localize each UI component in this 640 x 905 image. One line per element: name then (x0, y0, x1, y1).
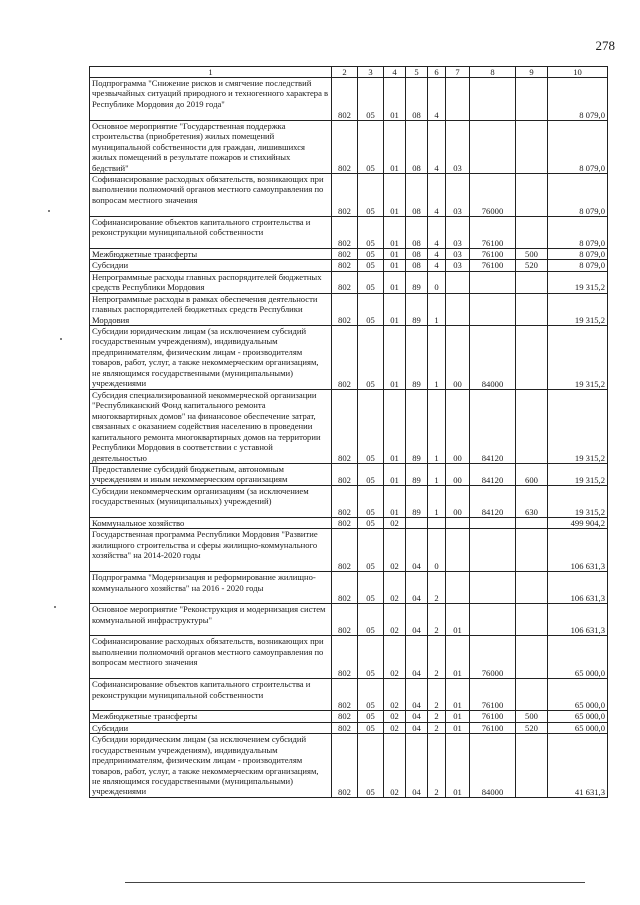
cell-c5 (406, 518, 428, 529)
cell-c3: 05 (358, 679, 384, 711)
row-name: Подпрограмма "Модернизация и реформирование жилищно-коммунального хозяйства" на 2016 - 2020 годы (90, 572, 332, 604)
cell-c10: 19 315,2 (548, 271, 608, 293)
table-row (90, 529, 608, 572)
cell-c10: 19 315,2 (548, 464, 608, 486)
cell-c8 (470, 572, 516, 604)
cell-c5: 89 (406, 464, 428, 486)
cell-c5: 04 (406, 711, 428, 722)
cell-c10: 106 631,3 (548, 604, 608, 636)
table-row (90, 390, 608, 464)
header-col-3: 3 (358, 67, 384, 78)
header-col-2: 2 (332, 67, 358, 78)
cell-c5: 89 (406, 271, 428, 293)
cell-c4: 01 (384, 293, 406, 325)
cell-c4: 01 (384, 486, 406, 518)
cell-c7: 00 (446, 464, 470, 486)
cell-c5: 04 (406, 636, 428, 679)
cell-c6: 2 (428, 734, 446, 798)
cell-c5: 08 (406, 249, 428, 260)
cell-c5: 04 (406, 572, 428, 604)
header-col-1: 1 (90, 67, 332, 78)
cell-c7: 03 (446, 121, 470, 174)
cell-c2: 802 (332, 217, 358, 249)
table-row (90, 464, 608, 486)
cell-c3: 05 (358, 78, 384, 121)
header-col-5: 5 (406, 67, 428, 78)
cell-c9 (516, 518, 548, 529)
cell-c4: 02 (384, 711, 406, 722)
cell-c7: 01 (446, 636, 470, 679)
cell-c10: 8 079,0 (548, 217, 608, 249)
cell-c9 (516, 529, 548, 572)
table-row (90, 121, 608, 174)
header-col-10: 10 (548, 67, 608, 78)
table-row (90, 679, 608, 711)
cell-c8: 76100 (470, 722, 516, 733)
cell-c5: 08 (406, 121, 428, 174)
table-row (90, 572, 608, 604)
cell-c3: 05 (358, 260, 384, 271)
cell-c4: 02 (384, 518, 406, 529)
cell-c7 (446, 572, 470, 604)
cell-c7 (446, 293, 470, 325)
row-name: Подпрограмма "Снижение рисков и смягчение последствий чрезвычайных ситуаций природного и техногенного характера в Республике Мордовия до 2019 года" (90, 78, 332, 121)
cell-c7: 00 (446, 486, 470, 518)
scan-speck (60, 338, 62, 340)
cell-c6: 4 (428, 174, 446, 217)
cell-c4: 01 (384, 271, 406, 293)
cell-c7: 03 (446, 249, 470, 260)
cell-c3: 05 (358, 217, 384, 249)
table-row (90, 293, 608, 325)
cell-c7 (446, 518, 470, 529)
cell-c10: 19 315,2 (548, 326, 608, 390)
row-name: Непрограммные расходы в рамках обеспечения деятельности главных распорядителей бюджетных средств Республики Мордовия (90, 293, 332, 325)
cell-c4: 02 (384, 722, 406, 733)
cell-c5: 89 (406, 293, 428, 325)
cell-c9 (516, 78, 548, 121)
cell-c4: 01 (384, 464, 406, 486)
cell-c4: 01 (384, 249, 406, 260)
row-name: Софинансирование объектов капитального строительства и реконструкции муниципальной собственности (90, 679, 332, 711)
cell-c9 (516, 636, 548, 679)
cell-c10: 8 079,0 (548, 260, 608, 271)
cell-c8 (470, 604, 516, 636)
cell-c2: 802 (332, 271, 358, 293)
cell-c4: 02 (384, 679, 406, 711)
cell-c4: 02 (384, 604, 406, 636)
cell-c5: 04 (406, 679, 428, 711)
cell-c2: 802 (332, 722, 358, 733)
cell-c6: 4 (428, 217, 446, 249)
cell-c9 (516, 734, 548, 798)
cell-c3: 05 (358, 293, 384, 325)
cell-c6: 0 (428, 529, 446, 572)
cell-c6: 1 (428, 390, 446, 464)
cell-c10: 8 079,0 (548, 121, 608, 174)
row-name: Софинансирование расходных обязательств, возникающих при выполнении полномочий органов местного самоуправления по вопросам местного значения (90, 636, 332, 679)
row-name: Субсидии (90, 260, 332, 271)
row-name: Субсидии юридическим лицам (за исключением субсидий государственным учреждениям), индивидуальным предпринимателям, физическим лицам - производителям товаров, работ, услуг, а также некоммерческим организациям, не являющимся государственными (муниципальными) учреждениями (90, 326, 332, 390)
cell-c9 (516, 293, 548, 325)
table-row (90, 78, 608, 121)
cell-c2: 802 (332, 734, 358, 798)
cell-c4: 02 (384, 572, 406, 604)
cell-c9: 630 (516, 486, 548, 518)
cell-c3: 05 (358, 121, 384, 174)
cell-c7: 01 (446, 604, 470, 636)
row-name: Софинансирование объектов капитального строительства и реконструкции муниципальной собственности (90, 217, 332, 249)
cell-c10: 8 079,0 (548, 78, 608, 121)
cell-c2: 802 (332, 174, 358, 217)
cell-c8: 84120 (470, 486, 516, 518)
cell-c9 (516, 326, 548, 390)
cell-c7: 01 (446, 711, 470, 722)
cell-c2: 802 (332, 604, 358, 636)
cell-c3: 05 (358, 464, 384, 486)
cell-c6: 2 (428, 636, 446, 679)
cell-c2: 802 (332, 78, 358, 121)
cell-c10: 65 000,0 (548, 722, 608, 733)
cell-c10: 106 631,3 (548, 529, 608, 572)
row-name: Государственная программа Республики Мордовия "Развитие жилищного строительства и сферы жилищно-коммунального хозяйства" на 2014-2020 годы (90, 529, 332, 572)
cell-c2: 802 (332, 249, 358, 260)
cell-c3: 05 (358, 572, 384, 604)
cell-c2: 802 (332, 529, 358, 572)
cell-c2: 802 (332, 679, 358, 711)
cell-c8: 76000 (470, 174, 516, 217)
cell-c3: 05 (358, 486, 384, 518)
cell-c6 (428, 518, 446, 529)
table-row (90, 326, 608, 390)
cell-c10: 65 000,0 (548, 679, 608, 711)
cell-c4: 01 (384, 326, 406, 390)
cell-c10: 106 631,3 (548, 572, 608, 604)
cell-c9: 520 (516, 722, 548, 733)
cell-c8 (470, 293, 516, 325)
cell-c8 (470, 78, 516, 121)
row-name: Основное мероприятие "Государственная поддержка строительства (приобретения) жилых помещений муниципальной собственности для граждан, лишившихся жилых помещений в результате пожаров и стихийных бедствий" (90, 121, 332, 174)
row-name: Основное мероприятие "Реконструкция и модернизация систем коммунальной инфраструктуры" (90, 604, 332, 636)
cell-c6: 4 (428, 121, 446, 174)
cell-c7 (446, 271, 470, 293)
cell-c6: 4 (428, 78, 446, 121)
cell-c3: 05 (358, 722, 384, 733)
table-row (90, 518, 608, 529)
bottom-rule (125, 882, 585, 883)
cell-c5: 08 (406, 260, 428, 271)
cell-c3: 05 (358, 711, 384, 722)
cell-c3: 05 (358, 636, 384, 679)
header-col-7: 7 (446, 67, 470, 78)
table-row (90, 604, 608, 636)
cell-c5: 89 (406, 390, 428, 464)
cell-c8: 76100 (470, 249, 516, 260)
row-name: Субсидии некоммерческим организациям (за исключением государственных (муниципальных) учреждений) (90, 486, 332, 518)
cell-c10: 19 315,2 (548, 486, 608, 518)
row-name: Непрограммные расходы главных распорядителей бюджетных средств Республики Мордовия (90, 271, 332, 293)
table-row (90, 734, 608, 798)
cell-c5: 08 (406, 78, 428, 121)
page-number: 278 (595, 38, 615, 53)
cell-c9: 500 (516, 711, 548, 722)
cell-c5: 04 (406, 529, 428, 572)
table-row (90, 217, 608, 249)
cell-c3: 05 (358, 249, 384, 260)
cell-c6: 2 (428, 679, 446, 711)
cell-c10: 65 000,0 (548, 636, 608, 679)
cell-c5: 04 (406, 734, 428, 798)
table-body (90, 78, 608, 798)
header-col-6: 6 (428, 67, 446, 78)
row-name: Субсидии (90, 722, 332, 733)
cell-c3: 05 (358, 174, 384, 217)
cell-c9 (516, 121, 548, 174)
row-name: Межбюджетные трансферты (90, 711, 332, 722)
row-name: Предоставление субсидий бюджетным, автономным учреждениям и иным некоммерческим организациям (90, 464, 332, 486)
table-row (90, 636, 608, 679)
cell-c9 (516, 572, 548, 604)
table-row (90, 711, 608, 722)
cell-c5: 08 (406, 217, 428, 249)
row-name: Коммунальное хозяйство (90, 518, 332, 529)
row-name: Субсидия специализированной некоммерческой организации "Республиканский Фонд капитального ремонта многоквартирных домов" на финансовое обеспечение затрат, связанных с оказанием содействия населению в проведении капитального ремонта многоквартирных домов на территории Республики Мордовия в соответствии с уставной деятельностью (90, 390, 332, 464)
cell-c10: 65 000,0 (548, 711, 608, 722)
cell-c6: 0 (428, 271, 446, 293)
cell-c2: 802 (332, 326, 358, 390)
cell-c2: 802 (332, 390, 358, 464)
cell-c8 (470, 271, 516, 293)
header-col-4: 4 (384, 67, 406, 78)
cell-c8: 84000 (470, 734, 516, 798)
cell-c4: 02 (384, 529, 406, 572)
cell-c7: 00 (446, 390, 470, 464)
cell-c3: 05 (358, 529, 384, 572)
cell-c6: 1 (428, 293, 446, 325)
cell-c7: 01 (446, 722, 470, 733)
cell-c2: 802 (332, 121, 358, 174)
cell-c8 (470, 121, 516, 174)
cell-c9 (516, 174, 548, 217)
cell-c9 (516, 271, 548, 293)
table-row (90, 174, 608, 217)
cell-c9 (516, 217, 548, 249)
cell-c9 (516, 679, 548, 711)
cell-c8 (470, 529, 516, 572)
header-col-8: 8 (470, 67, 516, 78)
table-row (90, 260, 608, 271)
cell-c9: 520 (516, 260, 548, 271)
cell-c7: 03 (446, 260, 470, 271)
row-name: Субсидии юридическим лицам (за исключением субсидий государственным учреждениям), индивидуальным предпринимателям, физическим лицам - производителям товаров, работ, услуг, а также некоммерческим организациям, не являющимся государственными (муниципальными) учреждениями (90, 734, 332, 798)
cell-c2: 802 (332, 572, 358, 604)
cell-c7: 03 (446, 217, 470, 249)
cell-c8: 76100 (470, 217, 516, 249)
cell-c7: 01 (446, 679, 470, 711)
cell-c5: 04 (406, 604, 428, 636)
cell-c6: 2 (428, 711, 446, 722)
cell-c5: 89 (406, 486, 428, 518)
cell-c7 (446, 529, 470, 572)
table-row (90, 486, 608, 518)
cell-c8: 84120 (470, 390, 516, 464)
cell-c8: 84120 (470, 464, 516, 486)
cell-c10: 19 315,2 (548, 293, 608, 325)
cell-c10: 8 079,0 (548, 249, 608, 260)
cell-c8: 84000 (470, 326, 516, 390)
cell-c8: 76100 (470, 679, 516, 711)
cell-c7: 00 (446, 326, 470, 390)
cell-c2: 802 (332, 464, 358, 486)
cell-c8: 76000 (470, 636, 516, 679)
cell-c6: 2 (428, 604, 446, 636)
cell-c4: 01 (384, 174, 406, 217)
cell-c6: 1 (428, 326, 446, 390)
header-col-9: 9 (516, 67, 548, 78)
cell-c7: 03 (446, 174, 470, 217)
cell-c2: 802 (332, 260, 358, 271)
cell-c6: 1 (428, 464, 446, 486)
cell-c3: 05 (358, 390, 384, 464)
cell-c10: 8 079,0 (548, 174, 608, 217)
cell-c8 (470, 518, 516, 529)
cell-c7 (446, 78, 470, 121)
cell-c9 (516, 604, 548, 636)
scan-speck (54, 606, 56, 608)
table-row (90, 249, 608, 260)
cell-c3: 05 (358, 734, 384, 798)
cell-c4: 01 (384, 260, 406, 271)
table-header (90, 67, 608, 78)
table-row (90, 722, 608, 733)
cell-c6: 2 (428, 722, 446, 733)
cell-c5: 08 (406, 174, 428, 217)
budget-table (89, 66, 608, 798)
cell-c6: 1 (428, 486, 446, 518)
cell-c4: 02 (384, 734, 406, 798)
cell-c3: 05 (358, 518, 384, 529)
cell-c10: 41 631,3 (548, 734, 608, 798)
cell-c2: 802 (332, 636, 358, 679)
table-row (90, 271, 608, 293)
cell-c4: 01 (384, 121, 406, 174)
cell-c2: 802 (332, 518, 358, 529)
cell-c9: 500 (516, 249, 548, 260)
cell-c5: 89 (406, 326, 428, 390)
row-name: Софинансирование расходных обязательств, возникающих при выполнении полномочий органов местного самоуправления по вопросам местного значения (90, 174, 332, 217)
cell-c9 (516, 390, 548, 464)
cell-c3: 05 (358, 326, 384, 390)
cell-c6: 4 (428, 260, 446, 271)
header-row (90, 67, 608, 78)
cell-c8: 76100 (470, 260, 516, 271)
cell-c2: 802 (332, 711, 358, 722)
cell-c2: 802 (332, 486, 358, 518)
cell-c7: 01 (446, 734, 470, 798)
cell-c5: 04 (406, 722, 428, 733)
cell-c4: 01 (384, 78, 406, 121)
row-name: Межбюджетные трансферты (90, 249, 332, 260)
cell-c8: 76100 (470, 711, 516, 722)
cell-c2: 802 (332, 293, 358, 325)
cell-c4: 01 (384, 217, 406, 249)
cell-c6: 2 (428, 572, 446, 604)
cell-c10: 499 904,2 (548, 518, 608, 529)
cell-c4: 01 (384, 390, 406, 464)
cell-c9: 600 (516, 464, 548, 486)
cell-c3: 05 (358, 604, 384, 636)
scan-speck (48, 210, 50, 212)
cell-c4: 02 (384, 636, 406, 679)
cell-c6: 4 (428, 249, 446, 260)
cell-c3: 05 (358, 271, 384, 293)
cell-c10: 19 315,2 (548, 390, 608, 464)
